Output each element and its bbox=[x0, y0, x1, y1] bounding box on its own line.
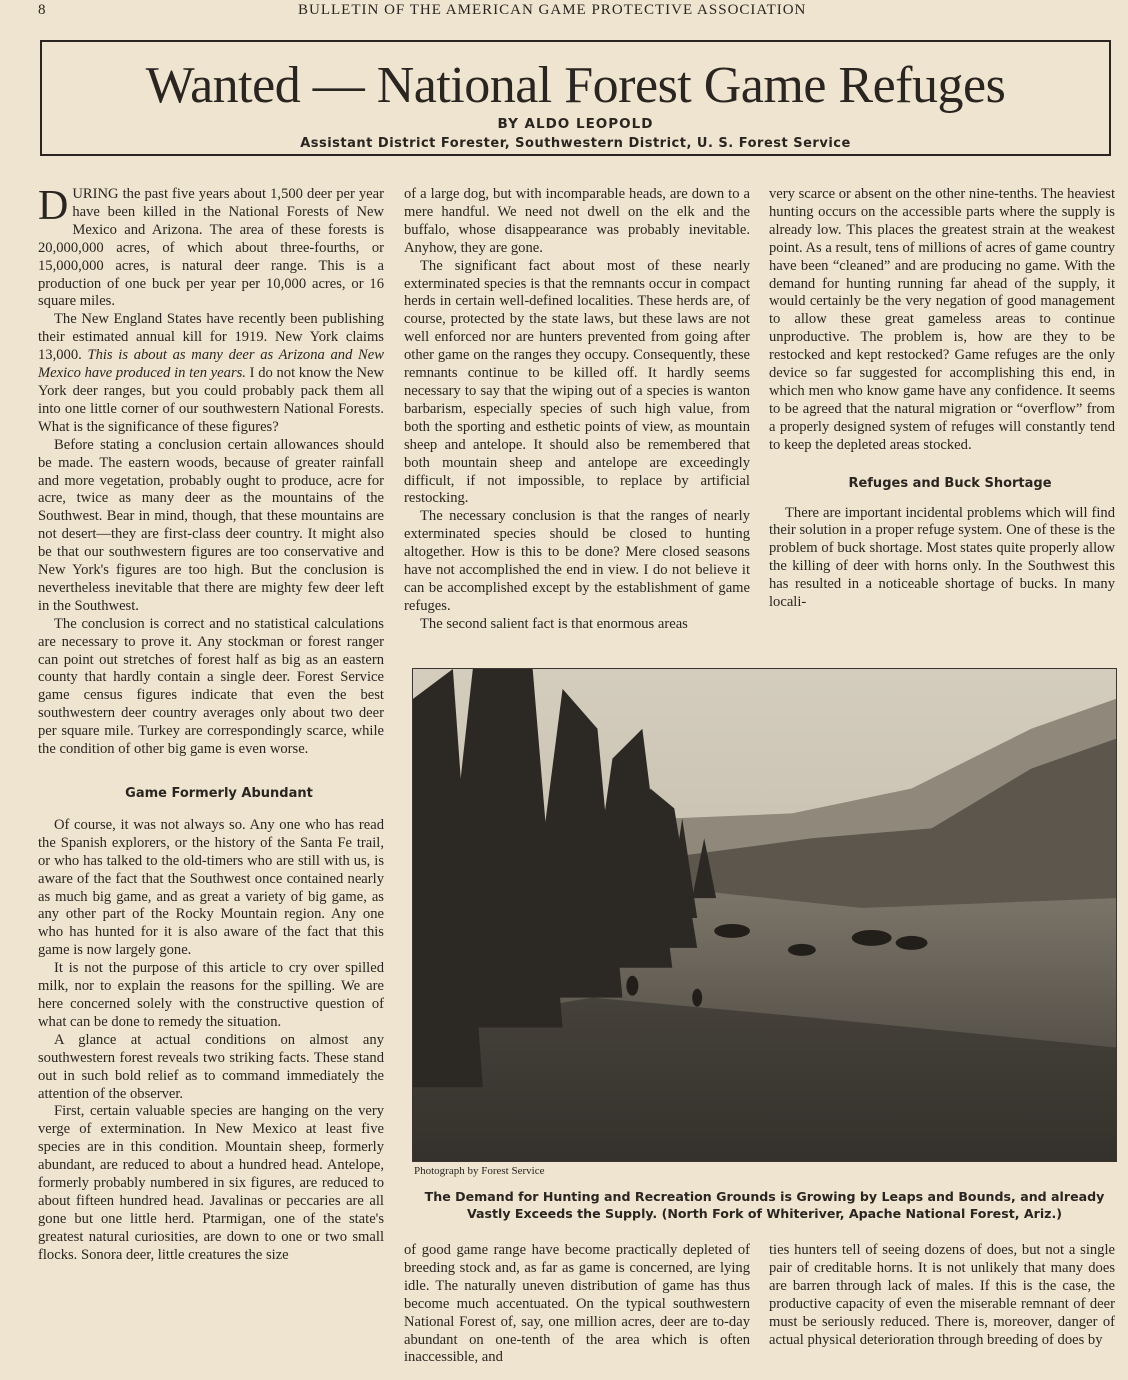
italic-emphasis: This is about as many deer as Arizona and New Mexico have produced in ten years. bbox=[38, 347, 384, 382]
running-header bbox=[38, 2, 1116, 24]
paragraph: It is not the purpose of this article to cry over spilled milk, nor to explain the reasons for the spilling. We are here concerned solely with the constructive question of what can be done to remedy the situation. bbox=[38, 960, 384, 1030]
paragraph: First, certain valuable species are hanging on the very verge of extermination. In New Mexico at least five species are in this condition. Mountain sheep, formerly abundant, are reduced to about a hundred head. Antelope, formerly probably numbered in six figures, are reduced to about fifteen hundred head. Javalinas or peccaries are all gone but one little herd. Ptarmigan, one of the state's greatest natural curiosities, are down to one or two small flocks. Sonora deer, little creatures the size bbox=[38, 1103, 384, 1263]
photo-caption: The Demand for Hunting and Recreation Grounds is Growing by Leaps and Bounds, and already Vastly Exceeds the Supply. (North Fork of Whiteriver, Apache National Forest, Ariz.) bbox=[424, 1189, 1105, 1221]
paragraph: The second salient fact is that enormous areas bbox=[420, 615, 688, 632]
drop-cap: D bbox=[38, 183, 69, 229]
running-head: BULLETIN OF THE AMERICAN GAME PROTECTIVE ASSOCIATION bbox=[298, 2, 807, 18]
paragraph: ties hunters tell of seeing dozens of does, but not a single pair of creditable horns. It is not unlikely that many does are barren through lack of males. If this is the case, the productive capacity of even the miserable remnant of deer must be seriously reduced. There is, moreover, danger of actual physical deterioration through breeding of does by bbox=[769, 1242, 1115, 1348]
paragraph: DURING the past five years about 1,500 deer per year have been killed in the National Forests of New Mexico and Arizona. The area of these forests is 20,000,000 acres, of which about three-fourths, or 15,000,000 acres, is natural deer range. This is a production of one buck per year per 10,000 acres, or 16 square miles. bbox=[38, 183, 384, 310]
paragraph: The significant fact about most of these nearly exterminated species is that the remnants occur in compact herds in certain well-defined localities. These herds are, of course, protected by the state laws, but these laws are not well enforced nor are hunters prevented from going after other game on the ranges they occupy. Consequently, these remnants continue to be killed off. It hardly seems necessary to say that the wiping out of a species is wanton barbarism, especially species of such high value, from both the sporting and esthetic points of view, as mountain sheep and antelope. It should also be remembered that both mountain sheep and antelope are exceedingly difficult, if not impossible, to replace by artificial restocking. bbox=[404, 257, 750, 507]
paragraph: Of course, it was not always so. Any one who has read the Spanish explorers, or the history of the Santa Fe trail, or who has talked to the old-timers who are still with us, is aware of the fact that the Southwest once contained nearly as much big game, and as great a variety of big game, as any other part of the Rocky Mountain region. Any one who has hunted for it is also aware of the fact that this game is now largely gone. bbox=[38, 816, 384, 959]
paragraph: of a large dog, but with incomparable heads, are down to a mere handful. We need not dwell on the elk and the buffalo, whose disappearance was probably inevitable. Anyhow, they are gone. bbox=[404, 186, 750, 256]
column-2 bbox=[404, 186, 750, 634]
landscape-photograph bbox=[412, 668, 1117, 1162]
paragraph: The necessary conclusion is that the ranges of nearly exterminated species should be closed to hunting altogether. How is this to be done? Mere closed seasons have not accomplished the end in view. I do not believe it can be accomplished except by the establishment of game refuges. bbox=[404, 508, 750, 614]
title-box bbox=[40, 40, 1111, 156]
photo-credit: Photograph by Forest Service bbox=[414, 1165, 545, 1177]
column-3-continued bbox=[769, 1242, 1115, 1349]
byline: BY ALDO LEOPOLD bbox=[497, 116, 654, 132]
page-number: 8 bbox=[38, 2, 47, 18]
paragraph: of good game range have become practically depleted of breeding stock and, as far as game is concerned, are lying idle. The naturally uneven distribution of game has thus become much accentuated. On the typical southwestern National Forest of, say, one million acres, deer are to-day abundant on one-tenth of the area which is often inaccessible, and bbox=[404, 1242, 750, 1366]
paragraph: The New England States have recently been publishing their estimated annual kill for 1919. New York claims 13,000. This is about as many deer as Arizona and New Mexico have produced in ten years. I do not know the New York deer ranges, but you could probably pack them all into one little corner of our southwestern National Forests. What is the significance of these figures? bbox=[38, 311, 384, 435]
section-heading: Refuges and Buck Shortage bbox=[848, 475, 1052, 491]
paragraph: A glance at actual conditions on almost any southwestern forest reveals two striking facts. These stand out in such bold relief as to command immediately the attention of the observer. bbox=[38, 1031, 384, 1102]
paragraph: very scarce or absent on the other nine-tenths. The heaviest hunting occurs on the accessible parts where the supply is already low. This places the greatest strain at the weakest point. As a result, tens of millions of acres of game country have been “cleaned” and are producing no game. With the demand for hunting running far ahead of the supply, it would certainly be the very negation of good management to allow these great gameless areas to continue unproductive. The problem is, how are they to be restocked and kept restocked? Game refuges are the only device so far suggested for accomplishing this end, in which men who know game have any confidence. It seems to be agreed that the natural migration or “overflow” from a properly designed system of refuges will constantly tend to keep the depleted areas stocked. bbox=[769, 186, 1115, 453]
paragraph: The conclusion is correct and no statistical calculations are necessary to prove it. Any stockman or forest ranger can point out stretches of forest half as big as an eastern county that hardly contain a single deer. Forest Service game census figures indicate that even the best southwestern deer country averages only about two deer per square mile. Turkey are correspondingly scarce, while the condition of other big game is even worse. bbox=[38, 615, 384, 758]
photo-illustration bbox=[413, 669, 1116, 1161]
article-title: Wanted — National Forest Game Refuges bbox=[145, 57, 1006, 114]
paragraph: Before stating a conclusion certain allowances should be made. The eastern woods, because of greater rainfall and more vegetation, probably ought to produce, acre for acre, twice as many deer as the mountains of the Southwest. Bear in mind, though, that these mountains are not desert—they are first-class deer country. It might also be that our southwestern figures are too conservative and New York's figures are too high. But the conclusion is nevertheless inevitable that there are mighty few deer left in the Southwest. bbox=[38, 436, 384, 614]
column-2-continued bbox=[404, 1242, 750, 1367]
paragraph: There are important incidental problems which will find their solution in a proper refuge system. One of these is the problem of buck shortage. Most states quite properly allow the killing of deer with horns only. In the Southwest this has resulted in a noticeable shortage of bucks. In many locali- bbox=[769, 504, 1115, 611]
author-affiliation: Assistant District Forester, Southwestern District, U. S. Forest Service bbox=[300, 136, 851, 151]
column-3 bbox=[769, 186, 1115, 612]
section-heading: Game Formerly Abundant bbox=[125, 786, 313, 801]
column-1 bbox=[38, 183, 384, 1265]
